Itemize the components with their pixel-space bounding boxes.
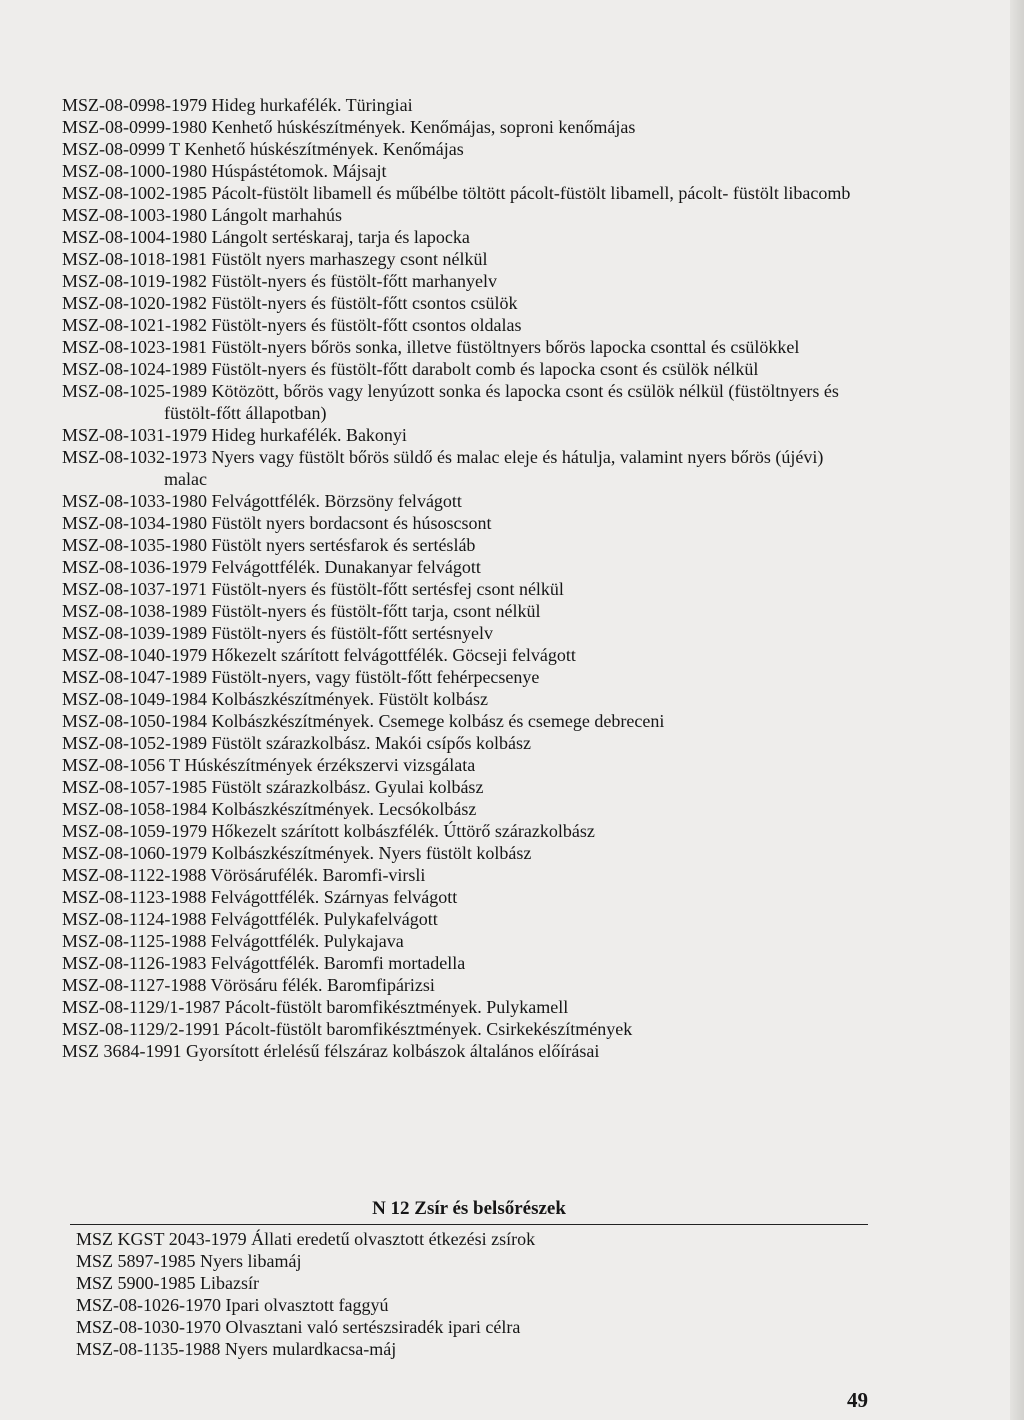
standard-entry: MSZ-08-1127-1988 Vörösáru félék. Baromfipárizsi [62,975,435,995]
standard-entry: MSZ-08-1135-1988 Nyers mulardkacsa-máj [76,1339,397,1359]
standard-entry: MSZ-08-1030-1970 Olvasztani való sertészsiradék ipari célra [76,1317,521,1337]
standard-entry: MSZ-08-1031-1979 Hideg hurkafélék. Bakonyi [62,425,407,445]
standard-entry: MSZ-08-1000-1980 Húspástétomok. Májsajt [62,161,387,181]
standard-entry: MSZ-08-1059-1979 Hőkezelt szárított kolbászfélék. Úttörő szárazkolbász [62,821,595,841]
standard-entry: MSZ-08-1033-1980 Felvágottfélék. Börzsöny felvágott [62,491,462,511]
standard-entry: MSZ-08-1032-1973 Nyers vagy füstölt bőrös süldő és malac eleje és hátulja, valamint nyers bőrös (újévi) malac [62,447,824,489]
standard-entry: MSZ-08-1026-1970 Ipari olvasztott faggyú [76,1295,389,1315]
standard-entry: MSZ-08-0999-1980 Kenhető húskészítmények. Kenőmájas, soproni kenőmájas [62,117,636,137]
standard-entry: MSZ-08-1024-1989 Füstölt-nyers és füstölt-főtt darabolt comb és lapocka csont és csülök nélkül [62,359,759,379]
standard-entry: MSZ-08-1002-1985 Pácolt-füstölt libamell és műbélbe töltött pácolt-füstölt libamell, pácolt- füstölt libacomb [62,183,851,203]
standard-entry: MSZ-08-1124-1988 Felvágottfélék. Pulykafelvágott [62,909,438,929]
standard-entry: MSZ-08-1049-1984 Kolbászkészítmények. Füstölt kolbász [62,689,488,709]
page-edge-shadow [1010,0,1024,1420]
standard-entry: MSZ-08-1021-1982 Füstölt-nyers és füstölt-főtt csontos oldalas [62,315,522,335]
standard-entry: MSZ-08-1003-1980 Lángolt marhahús [62,205,342,225]
standard-entry: MSZ-08-1129/2-1991 Pácolt-füstölt baromfikésztmények. Csirkekészítmények [62,1019,633,1039]
section-divider [70,1224,868,1225]
standard-entry: MSZ-08-1034-1980 Füstölt nyers bordacsont és húsoscsont [62,513,492,533]
standard-entry: MSZ-08-1052-1989 Füstölt szárazkolbász. Makói csípős kolbász [62,733,531,753]
standard-entry: MSZ 5897-1985 Nyers libamáj [76,1251,302,1271]
standard-entry: MSZ-08-1036-1979 Felvágottfélék. Dunakanyar felvágott [62,557,481,577]
standard-entry: MSZ-08-1037-1971 Füstölt-nyers és füstölt-főtt sertésfej csont nélkül [62,579,564,599]
section-heading: N 12 Zsír és belsőrészek [372,1198,566,1219]
standard-entry: MSZ-08-1050-1984 Kolbászkészítmények. Csemege kolbász és csemege debreceni [62,711,665,731]
standard-entry: MSZ-08-1025-1989 Kötözött, bőrös vagy lenyúzott sonka és lapocka csont és csülök nélkül (füstöltnyers és füstölt-főtt állapotban) [62,381,839,423]
standards-list [62,94,862,1062]
standard-entry: MSZ-08-1125-1988 Felvágottfélék. Pulykajava [62,931,404,951]
standard-entry: MSZ-08-1056 T Húskészítmények érzékszervi vizsgálata [62,755,476,775]
standard-entry: MSZ-08-0999 T Kenhető húskészítmények. Kenőmájas [62,139,464,159]
standard-entry: MSZ-08-1035-1980 Füstölt nyers sertésfarok és sertésláb [62,535,476,555]
page-number: 49 [847,1388,868,1412]
standard-entry: MSZ-08-0998-1979 Hideg hurkafélék. Türingiai [62,95,413,115]
standard-entry: MSZ-08-1057-1985 Füstölt szárazkolbász. Gyulai kolbász [62,777,484,797]
standard-entry: MSZ-08-1060-1979 Kolbászkészítmények. Nyers füstölt kolbász [62,843,532,863]
standard-entry: MSZ-08-1040-1979 Hőkezelt szárított felvágottfélék. Göcseji felvágott [62,645,576,665]
standard-entry: MSZ-08-1038-1989 Füstölt-nyers és füstölt-főtt tarja, csont nélkül [62,601,541,621]
standard-entry: MSZ 5900-1985 Libazsír [76,1273,259,1293]
standard-entry: MSZ-08-1019-1982 Füstölt-nyers és füstölt-főtt marhanyelv [62,271,497,291]
standard-entry: MSZ-08-1018-1981 Füstölt nyers marhaszegy csont nélkül [62,249,488,269]
standard-entry: MSZ-08-1126-1983 Felvágottfélék. Baromfi mortadella [62,953,466,973]
standard-entry: MSZ KGST 2043-1979 Állati eredetű olvasztott étkezési zsírok [76,1229,536,1249]
standard-entry: MSZ-08-1129/1-1987 Pácolt-füstölt baromfikésztmények. Pulykamell [62,997,569,1017]
standard-entry: MSZ-08-1123-1988 Felvágottfélék. Szárnyas felvágott [62,887,458,907]
standard-entry: MSZ-08-1058-1984 Kolbászkészítmények. Lecsókolbász [62,799,477,819]
standard-entry: MSZ-08-1004-1980 Lángolt sertéskaraj, tarja és lapocka [62,227,470,247]
fat-offal-standards-list [76,1228,856,1360]
standard-entry: MSZ-08-1023-1981 Füstölt-nyers bőrös sonka, illetve füstöltnyers bőrös lapocka csonttal és csülökkel [62,337,800,357]
standard-entry: MSZ-08-1047-1989 Füstölt-nyers, vagy füstölt-főtt fehérpecsenye [62,667,540,687]
standard-entry: MSZ-08-1020-1982 Füstölt-nyers és füstölt-főtt csontos csülök [62,293,518,313]
standard-entry: MSZ-08-1039-1989 Füstölt-nyers és füstölt-főtt sertésnyelv [62,623,493,643]
standard-entry: MSZ-08-1122-1988 Vörösárufélék. Baromfi-virsli [62,865,426,885]
standard-entry: MSZ 3684-1991 Gyorsított érlelésű félszáraz kolbászok általános előírásai [62,1041,600,1061]
